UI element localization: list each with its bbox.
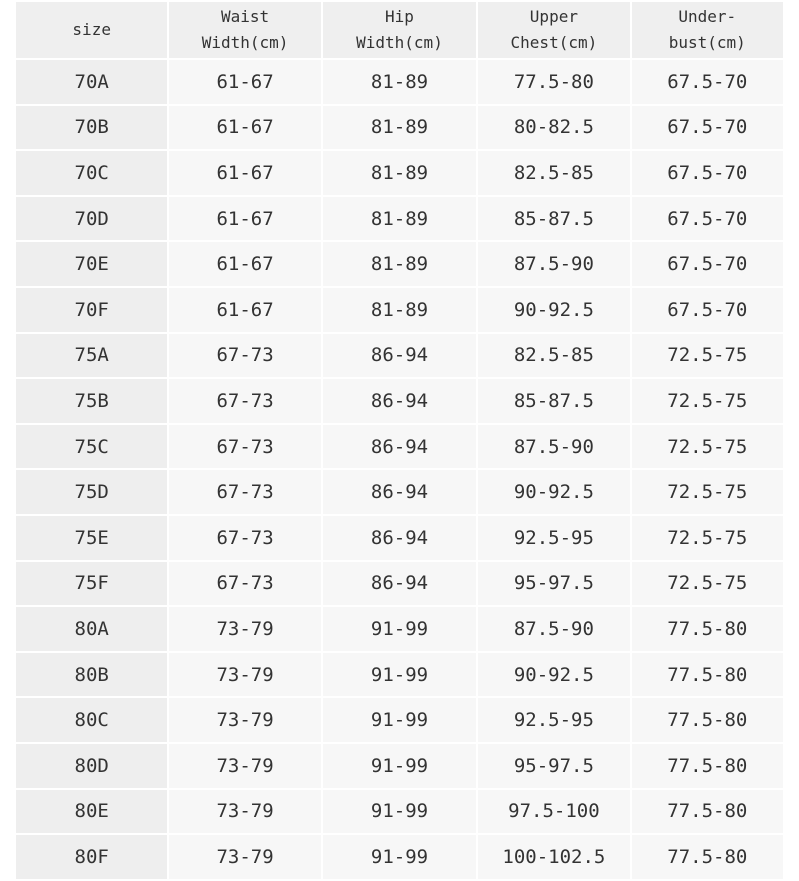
upper-chest-cell: 85-87.5 — [478, 197, 629, 243]
hip-cell: 81-89 — [323, 60, 476, 106]
table-row — [16, 197, 783, 243]
upper-chest-cell: 82.5-85 — [478, 334, 629, 380]
header-row — [16, 2, 783, 60]
table-row — [16, 744, 783, 790]
underbust-cell: 72.5-75 — [632, 425, 783, 471]
underbust-cell: 72.5-75 — [632, 470, 783, 516]
header-hip-line-2: Width(cm) — [356, 33, 443, 52]
header-size-line-1: size — [72, 20, 111, 39]
header-waist-line-2: Width(cm) — [201, 33, 289, 52]
underbust-cell: 67.5-70 — [632, 106, 783, 152]
upper-chest-cell: 87.5-90 — [478, 607, 629, 653]
size-cell: 70A — [16, 60, 167, 106]
upper-chest-cell: 87.5-90 — [478, 242, 629, 288]
size-cell: 70D — [16, 197, 167, 243]
underbust-cell: 77.5-80 — [632, 698, 783, 744]
waist-cell: 67-73 — [169, 425, 320, 471]
table-row — [16, 288, 783, 334]
upper-chest-cell: 95-97.5 — [478, 744, 629, 790]
size-cell: 80E — [16, 790, 167, 836]
size-cell: 80F — [16, 835, 167, 881]
size-cell: 75A — [16, 334, 167, 380]
upper-chest-cell: 82.5-85 — [478, 151, 629, 197]
hip-cell: 86-94 — [323, 470, 476, 516]
size-cell: 80B — [16, 653, 167, 699]
hip-cell: 86-94 — [323, 379, 476, 425]
table-row — [16, 516, 783, 562]
header-waist-width — [169, 2, 320, 60]
table-row — [16, 835, 783, 881]
table-row — [16, 425, 783, 471]
table-row — [16, 379, 783, 425]
hip-cell: 81-89 — [323, 197, 476, 243]
hip-cell: 81-89 — [323, 151, 476, 197]
underbust-cell: 67.5-70 — [632, 60, 783, 106]
hip-cell: 86-94 — [323, 562, 476, 608]
waist-cell: 67-73 — [169, 562, 320, 608]
table-row — [16, 562, 783, 608]
hip-cell: 81-89 — [323, 106, 476, 152]
table-header — [16, 2, 783, 60]
size-cell: 75E — [16, 516, 167, 562]
waist-cell: 73-79 — [169, 835, 320, 881]
header-upper-chest — [478, 2, 629, 60]
table-row — [16, 790, 783, 836]
underbust-cell: 77.5-80 — [632, 744, 783, 790]
size-cell: 80A — [16, 607, 167, 653]
upper-chest-cell: 85-87.5 — [478, 379, 629, 425]
size-chart-table — [14, 2, 785, 881]
hip-cell: 86-94 — [323, 516, 476, 562]
table-row — [16, 698, 783, 744]
upper-chest-cell: 95-97.5 — [478, 562, 629, 608]
hip-cell: 91-99 — [323, 744, 476, 790]
hip-cell: 91-99 — [323, 698, 476, 744]
underbust-cell: 72.5-75 — [632, 516, 783, 562]
hip-cell: 91-99 — [323, 607, 476, 653]
size-cell: 75F — [16, 562, 167, 608]
size-cell: 75D — [16, 470, 167, 516]
header-under-line-2: bust(cm) — [668, 33, 746, 52]
table-row — [16, 334, 783, 380]
waist-cell: 73-79 — [169, 607, 320, 653]
upper-chest-cell: 90-92.5 — [478, 470, 629, 516]
underbust-cell: 67.5-70 — [632, 197, 783, 243]
table-body — [16, 60, 783, 881]
upper-chest-cell: 77.5-80 — [478, 60, 629, 106]
upper-chest-cell: 92.5-95 — [478, 516, 629, 562]
size-cell: 80C — [16, 698, 167, 744]
upper-chest-cell: 90-92.5 — [478, 653, 629, 699]
underbust-cell: 77.5-80 — [632, 790, 783, 836]
underbust-cell: 67.5-70 — [632, 151, 783, 197]
header-hip-line-1: Hip — [385, 7, 414, 26]
hip-cell: 81-89 — [323, 288, 476, 334]
underbust-cell: 67.5-70 — [632, 242, 783, 288]
header-waist-line-1: Waist — [221, 7, 270, 26]
table-row — [16, 242, 783, 288]
underbust-cell: 72.5-75 — [632, 379, 783, 425]
hip-cell: 86-94 — [323, 334, 476, 380]
waist-cell: 61-67 — [169, 242, 320, 288]
size-cell: 70F — [16, 288, 167, 334]
header-size — [16, 2, 167, 60]
waist-cell: 73-79 — [169, 744, 320, 790]
table-row — [16, 653, 783, 699]
underbust-cell: 77.5-80 — [632, 835, 783, 881]
header-chest-line-2: Chest(cm) — [510, 33, 598, 52]
hip-cell: 91-99 — [323, 653, 476, 699]
waist-cell: 73-79 — [169, 698, 320, 744]
hip-cell: 91-99 — [323, 835, 476, 881]
size-cell: 70B — [16, 106, 167, 152]
upper-chest-cell: 100-102.5 — [478, 835, 629, 881]
size-cell: 80D — [16, 744, 167, 790]
waist-cell: 61-67 — [169, 106, 320, 152]
size-cell: 70C — [16, 151, 167, 197]
table-row — [16, 607, 783, 653]
upper-chest-cell: 92.5-95 — [478, 698, 629, 744]
waist-cell: 67-73 — [169, 516, 320, 562]
upper-chest-cell: 80-82.5 — [478, 106, 629, 152]
underbust-cell: 72.5-75 — [632, 562, 783, 608]
table-row — [16, 470, 783, 516]
underbust-cell: 77.5-80 — [632, 653, 783, 699]
waist-cell: 61-67 — [169, 197, 320, 243]
table-row — [16, 60, 783, 106]
upper-chest-cell: 90-92.5 — [478, 288, 629, 334]
waist-cell: 61-67 — [169, 288, 320, 334]
waist-cell: 61-67 — [169, 60, 320, 106]
hip-cell: 86-94 — [323, 425, 476, 471]
upper-chest-cell: 97.5-100 — [478, 790, 629, 836]
waist-cell: 73-79 — [169, 790, 320, 836]
header-underbust — [632, 2, 783, 60]
underbust-cell: 72.5-75 — [632, 334, 783, 380]
hip-cell: 91-99 — [323, 790, 476, 836]
size-cell: 75B — [16, 379, 167, 425]
size-cell: 70E — [16, 242, 167, 288]
underbust-cell: 77.5-80 — [632, 607, 783, 653]
underbust-cell: 67.5-70 — [632, 288, 783, 334]
waist-cell: 73-79 — [169, 653, 320, 699]
waist-cell: 67-73 — [169, 470, 320, 516]
size-cell: 75C — [16, 425, 167, 471]
waist-cell: 67-73 — [169, 334, 320, 380]
header-hip-width — [323, 2, 476, 60]
header-under-line-1: Under- — [678, 7, 737, 26]
waist-cell: 67-73 — [169, 379, 320, 425]
hip-cell: 81-89 — [323, 242, 476, 288]
header-chest-line-1: Upper — [529, 7, 578, 26]
table-row — [16, 151, 783, 197]
table-row — [16, 106, 783, 152]
waist-cell: 61-67 — [169, 151, 320, 197]
upper-chest-cell: 87.5-90 — [478, 425, 629, 471]
